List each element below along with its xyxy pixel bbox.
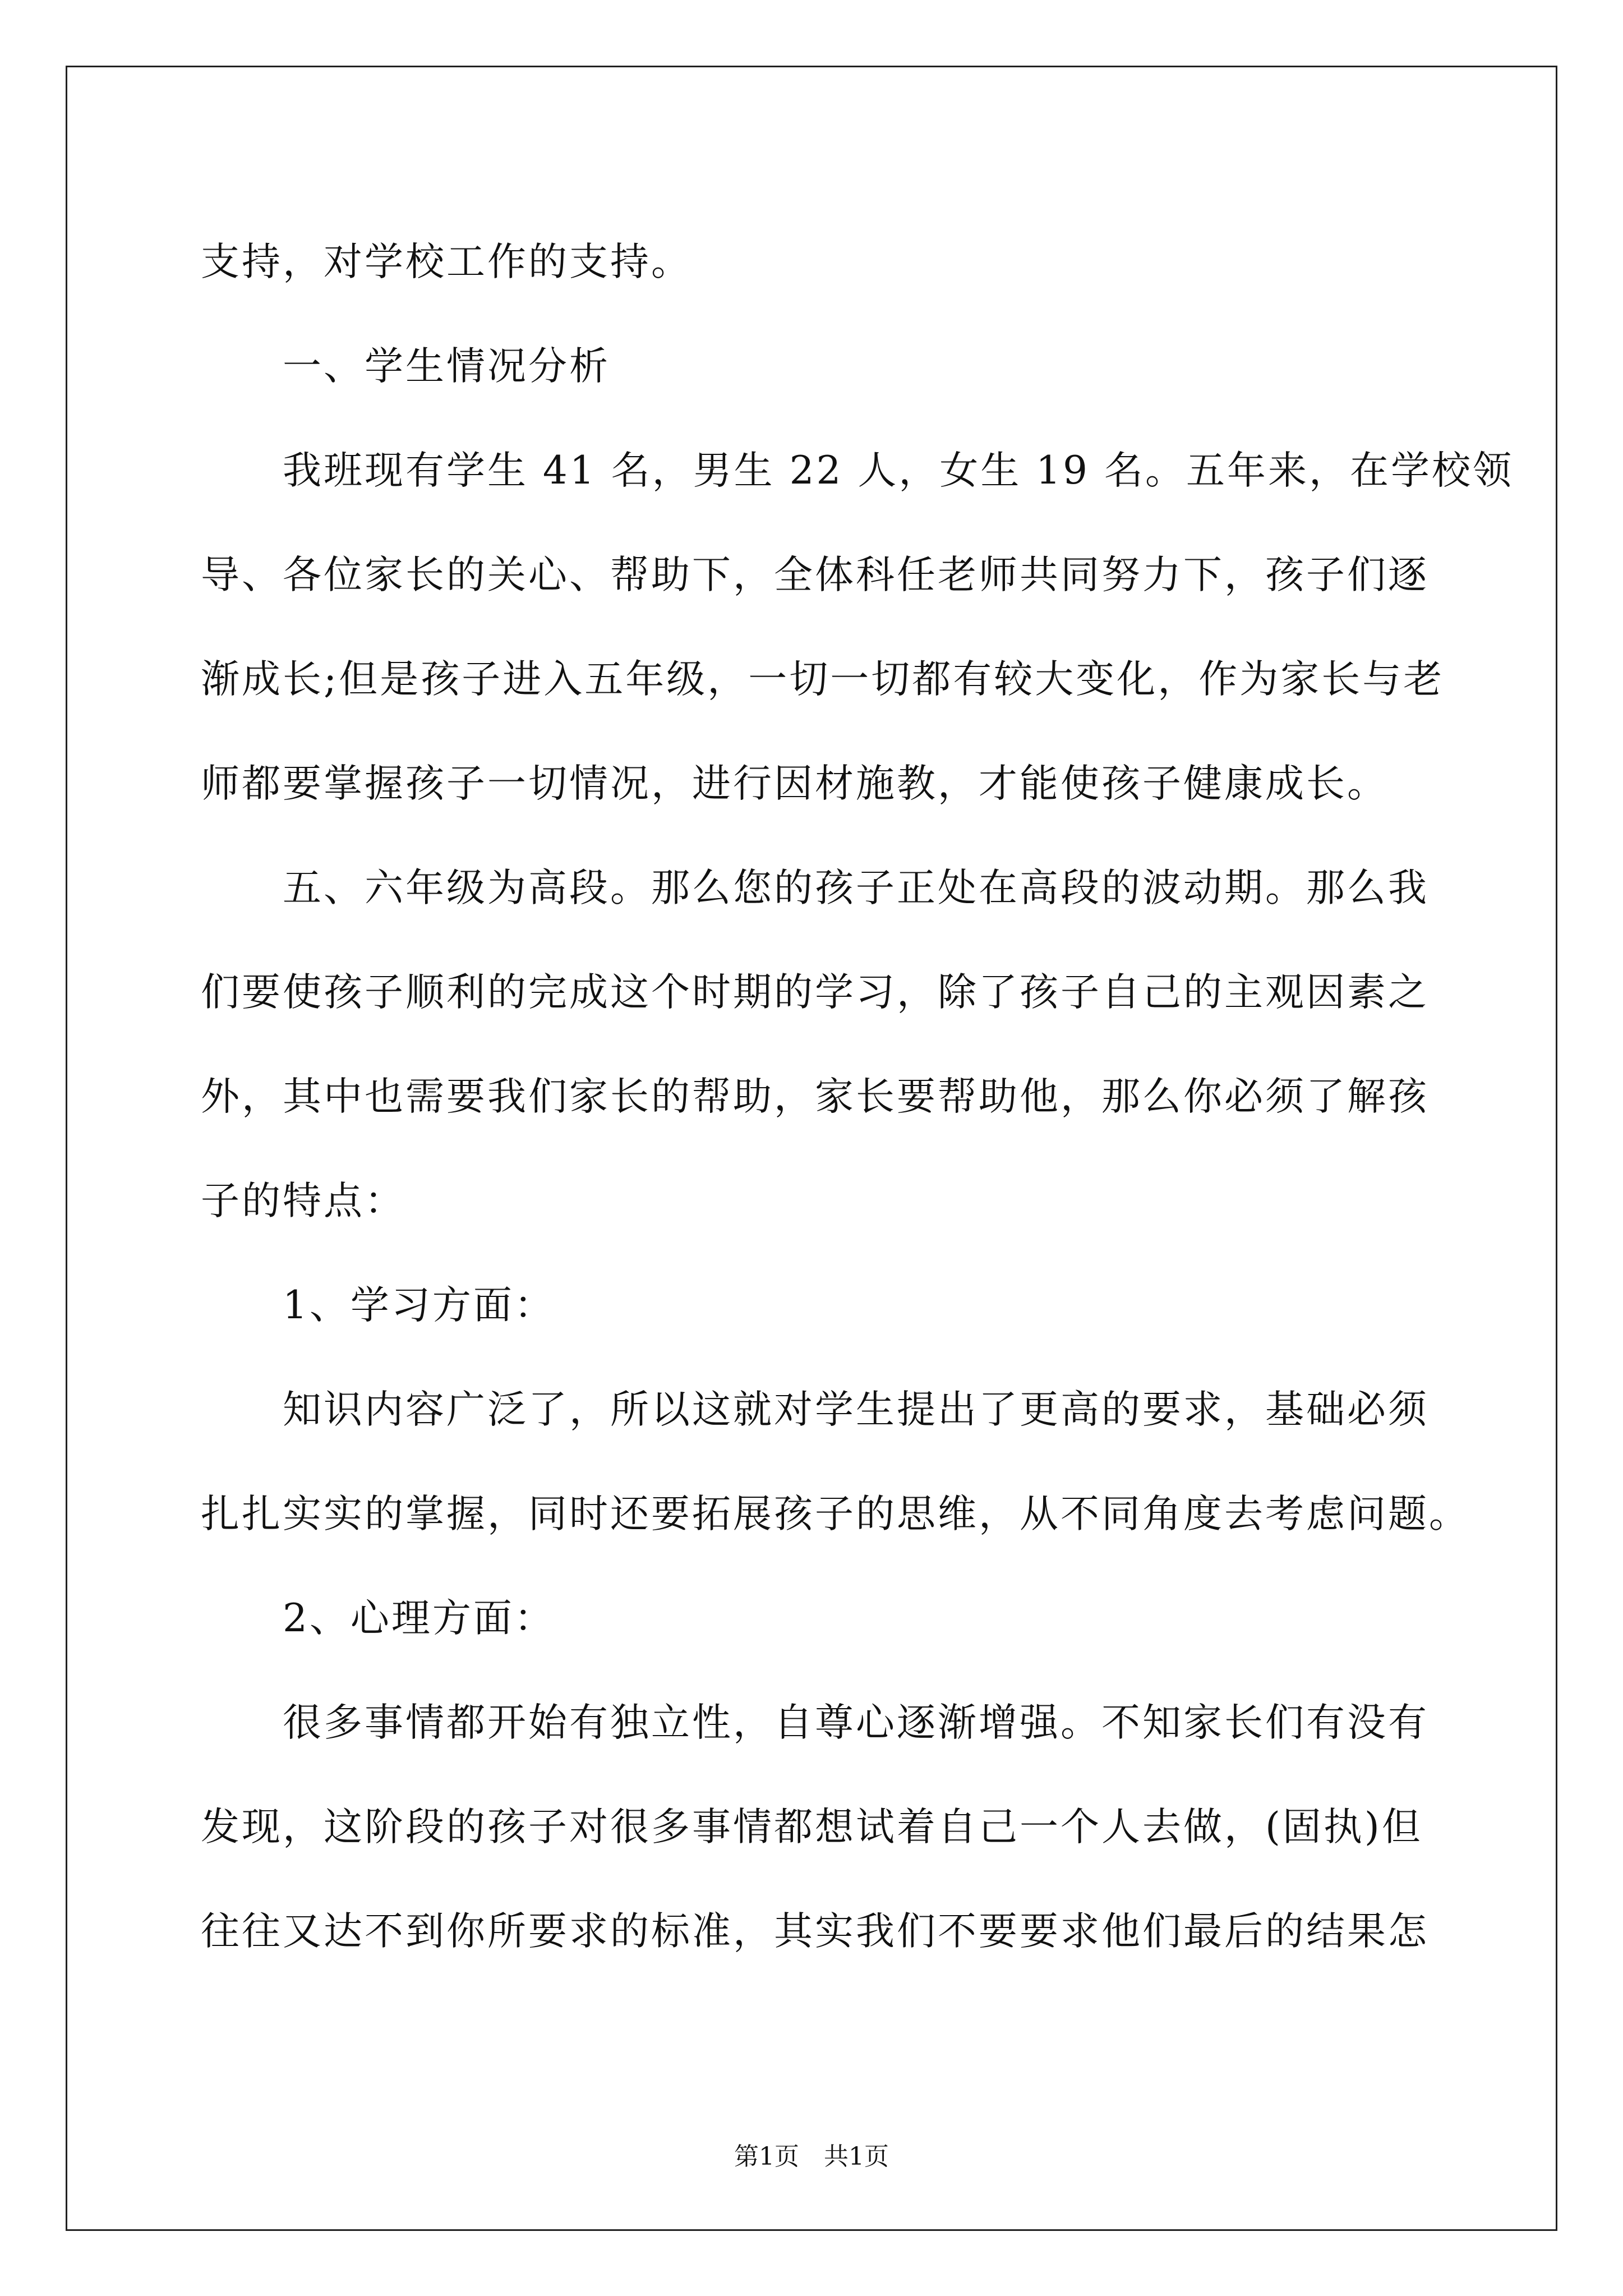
text-line-8: 们要使孩子顺利的完成这个时期的学习，除了孩子自己的主观因素之 xyxy=(201,970,1429,1015)
text-line-17: 往往又达不到你所要求的标准，其实我们不要要求他们最后的结果怎 xyxy=(201,1909,1429,1954)
section-heading-psychology: 2、心理方面： xyxy=(283,1596,555,1641)
text-line-7: 五、六年级为高段。那么您的孩子正处在高段的波动期。那么我 xyxy=(283,866,1429,910)
text-line-13: 扎扎实实的掌握，同时还要拓展孩子的思维，从不同角度去考虑问题。 xyxy=(201,1492,1470,1536)
text-line-4: 导、各位家长的关心、帮助下，全体科任老师共同努力下，孩子们逐 xyxy=(201,553,1429,597)
page-number-footer: 第1页 共1页 xyxy=(734,2142,889,2171)
text-line-16: 发现，这阶段的孩子对很多事情都想试着自己一个人去做，(固执)但 xyxy=(201,1805,1423,1849)
section-heading-student-analysis: 一、学生情况分析 xyxy=(283,344,610,389)
document-body xyxy=(201,210,1514,1984)
body-text xyxy=(201,210,1514,1984)
section-heading-study: 1、学习方面： xyxy=(283,1283,555,1328)
text-line-1: 支持，对学校工作的支持。 xyxy=(201,240,692,284)
text-line-12: 知识内容广泛了，所以这就对学生提出了更高的要求，基础必须 xyxy=(283,1387,1429,1432)
text-line-15: 很多事情都开始有独立性，自尊心逐渐增强。不知家长们有没有 xyxy=(283,1700,1429,1745)
text-line-3: 我班现有学生 41 名，男生 22 人，女生 19 名。五年来，在学校领 xyxy=(283,448,1514,493)
text-line-9: 外，其中也需要我们家长的帮助，家长要帮助他，那么你必须了解孩 xyxy=(201,1074,1429,1119)
text-line-5: 渐成长;但是孩子进入五年级，一切一切都有较大变化，作为家长与老 xyxy=(201,657,1445,702)
text-line-10: 子的特点： xyxy=(201,1179,405,1223)
text-line-6: 师都要掌握孩子一切情况，进行因材施教，才能使孩子健康成长。 xyxy=(201,761,1388,806)
